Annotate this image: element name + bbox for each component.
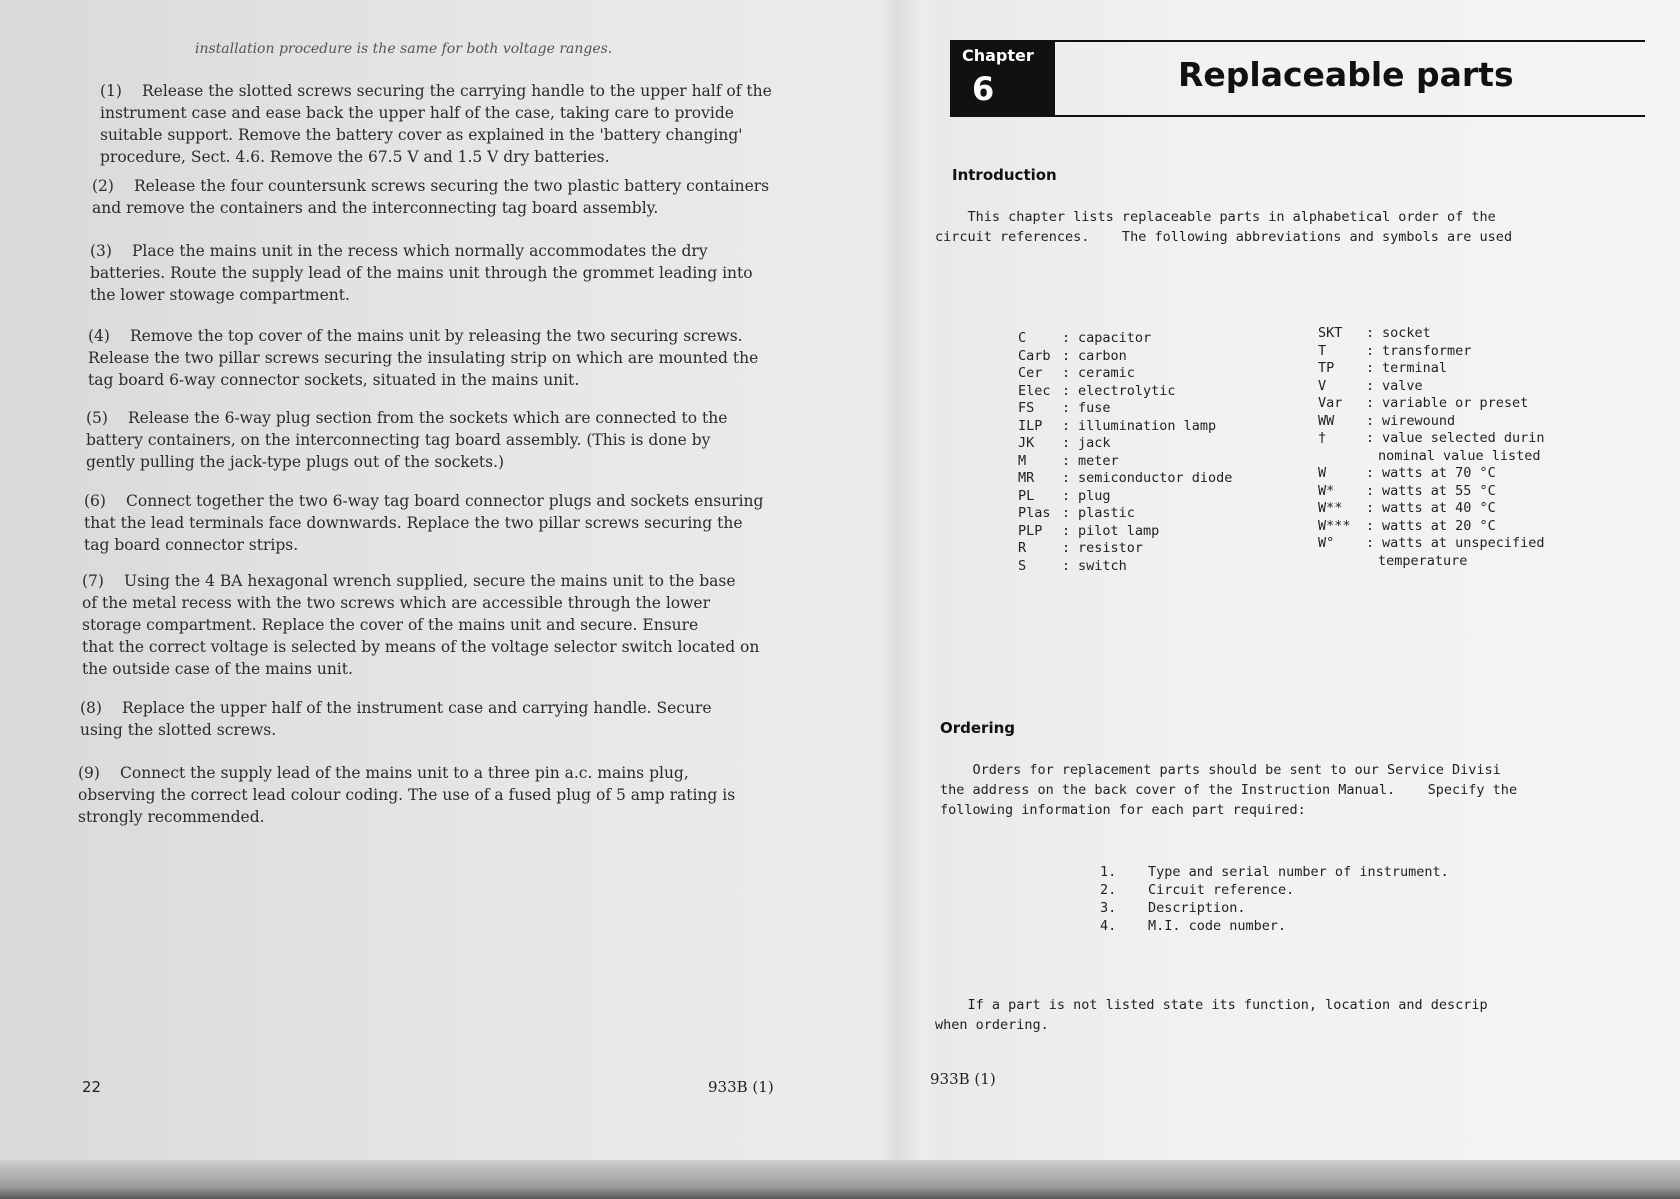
ordering-item-text: Circuit reference.	[1148, 882, 1295, 898]
abbreviations-right	[1318, 325, 1545, 570]
step-line	[86, 429, 727, 451]
abbreviation-code: W	[1318, 465, 1327, 481]
step-line	[84, 490, 763, 512]
ordering-heading: Ordering	[940, 719, 1016, 737]
step-line	[82, 636, 759, 658]
step-text: strongly recommended.	[78, 808, 265, 826]
abbreviation-meaning: watts at 40 °C	[1382, 500, 1496, 516]
abbreviation-code: W**	[1318, 500, 1343, 516]
abbreviation-row	[1318, 395, 1545, 413]
abbreviation-meaning: capacitor	[1078, 330, 1152, 346]
abbreviation-colon: :	[1062, 540, 1071, 556]
step-paragraph	[80, 697, 712, 741]
step-number: (1)	[100, 82, 122, 100]
title-rule-top	[1055, 40, 1645, 42]
abbreviation-row	[1018, 523, 1232, 541]
abbreviation-row	[1318, 535, 1545, 553]
abbreviation-row	[1018, 418, 1232, 436]
abbreviation-row	[1318, 343, 1545, 361]
ordering-item-text: Description.	[1148, 900, 1246, 916]
step-line	[82, 570, 759, 592]
abbreviation-meaning: watts at 55 °C	[1382, 482, 1496, 499]
step-line	[80, 719, 712, 741]
step-text: the outside case of the mains unit.	[82, 660, 353, 678]
abbreviation-code: Carb	[1018, 347, 1051, 364]
abbreviation-row	[1318, 500, 1545, 518]
abbreviation-colon: :	[1062, 452, 1071, 469]
abbreviation-colon: :	[1062, 505, 1071, 521]
abbreviation-colon: :	[1062, 417, 1071, 434]
step-number: (8)	[80, 699, 102, 717]
step-line	[82, 614, 759, 636]
ordering-item-text: M.I. code number.	[1148, 918, 1287, 934]
abbreviation-colon: :	[1062, 330, 1071, 346]
abbreviation-row	[1318, 483, 1545, 501]
page-number: 22	[82, 1078, 102, 1096]
abbreviation-colon: :	[1062, 365, 1071, 381]
abbreviation-continuation: nominal value listed	[1378, 447, 1541, 464]
abbreviation-meaning: wirewound	[1382, 412, 1456, 429]
ordering-item	[1100, 882, 1449, 900]
step-line	[82, 592, 759, 614]
abbreviation-row	[1318, 413, 1545, 431]
step-text: of the metal recess with the two screws which are accessible through the lower	[82, 594, 710, 612]
abbreviations-left	[1018, 330, 1232, 575]
closing-line-1: If a part is not listed state its function, location and descrip	[935, 997, 1488, 1013]
step-text: instrument case and ease back the upper half of the case, taking care to provide	[100, 104, 734, 122]
step-line	[84, 534, 763, 556]
step-paragraph	[92, 175, 769, 219]
chapter-number: 6	[972, 70, 995, 108]
abbreviation-code: SKT	[1318, 325, 1343, 341]
abbreviation-meaning: illumination lamp	[1078, 417, 1217, 434]
step-paragraph	[82, 570, 759, 680]
abbreviation-colon: :	[1062, 522, 1071, 539]
abbreviation-colon: :	[1062, 435, 1071, 451]
abbreviation-meaning: socket	[1382, 325, 1431, 341]
step-line	[90, 284, 753, 306]
intro-line-2: circuit references. The following abbreviations and symbols are used	[935, 229, 1513, 245]
page-title: Replaceable parts	[1178, 55, 1514, 94]
ordering-item-text: Type and serial number of instrument.	[1148, 864, 1449, 880]
step-line	[88, 369, 758, 391]
abbreviation-row	[1018, 453, 1232, 471]
step-line	[78, 784, 735, 806]
step-text: observing the correct lead colour coding. The use of a fused plug of 5 amp rating is	[78, 786, 736, 804]
ordering-item-number: 3.	[1100, 900, 1117, 916]
abbreviation-meaning: carbon	[1078, 347, 1127, 364]
abbreviation-meaning: variable or preset	[1382, 395, 1529, 411]
chapter-box	[950, 40, 1055, 117]
step-text: gently pulling the jack-type plugs out of the sockets.)	[86, 453, 505, 471]
abbreviation-meaning: meter	[1078, 452, 1119, 469]
step-number: (4)	[88, 327, 110, 345]
abbreviation-colon: :	[1366, 465, 1375, 481]
abbreviation-colon: :	[1062, 470, 1071, 486]
step-line	[100, 146, 772, 168]
step-line	[80, 697, 712, 719]
abbreviation-row	[1318, 518, 1545, 536]
abbreviation-colon: :	[1366, 517, 1375, 534]
abbreviation-code: M	[1018, 452, 1027, 469]
abbreviation-colon: :	[1366, 377, 1375, 394]
closing-line-2: when ordering.	[935, 1017, 1049, 1033]
step-line	[86, 451, 727, 473]
page-bottom-edge	[0, 1160, 1680, 1199]
abbreviation-continuation: temperature	[1378, 552, 1468, 569]
step-text: Remove the top cover of the mains unit by releasing the two securing screws.	[130, 327, 743, 345]
abbreviation-row	[1018, 348, 1232, 366]
abbreviation-row	[1018, 383, 1232, 401]
step-number: (7)	[82, 572, 104, 590]
step-paragraph	[88, 325, 758, 391]
ordering-line-1: Orders for replacement parts should be sent to our Service Divisi	[940, 762, 1501, 778]
step-text: Replace the upper half of the instrument case and carrying handle. Secure	[122, 699, 712, 717]
abbreviation-meaning: electrolytic	[1078, 382, 1176, 399]
abbreviation-code: WW	[1318, 412, 1335, 429]
abbreviation-code: Elec	[1018, 382, 1051, 399]
step-text: tag board connector strips.	[84, 536, 299, 554]
step-line	[92, 175, 769, 197]
abbreviation-colon: :	[1366, 395, 1375, 411]
step-text: Release the two pillar screws securing the insulating strip on which are mounted the	[88, 349, 759, 367]
abbreviation-colon: :	[1062, 400, 1071, 416]
step-line	[100, 124, 772, 146]
abbreviation-row	[1018, 470, 1232, 488]
ordering-item	[1100, 864, 1449, 882]
abbreviation-code: †	[1318, 430, 1327, 446]
step-text: procedure, Sect. 4.6. Remove the 67.5 V and 1.5 V dry batteries.	[100, 148, 610, 166]
abbreviation-colon: :	[1366, 482, 1375, 499]
step-text: Connect the supply lead of the mains unit to a three pin a.c. mains plug,	[120, 764, 689, 782]
abbreviation-code: MR	[1018, 470, 1035, 486]
abbreviation-code: R	[1018, 540, 1027, 556]
ordering-items-list	[1100, 864, 1449, 936]
abbreviation-row	[1018, 435, 1232, 453]
abbreviation-colon: :	[1366, 412, 1375, 429]
step-line	[88, 347, 758, 369]
ordering-item-number: 1.	[1100, 864, 1117, 880]
step-text: tag board 6-way connector sockets, situated in the mains unit.	[88, 371, 580, 389]
step-text: and remove the containers and the interconnecting tag board assembly.	[92, 199, 659, 217]
abbreviation-colon: :	[1062, 382, 1071, 399]
abbreviation-meaning: valve	[1382, 377, 1423, 394]
abbreviation-code: Cer	[1018, 365, 1043, 381]
abbreviation-meaning: ceramic	[1078, 365, 1135, 381]
step-text: suitable support. Remove the battery cover as explained in the 'battery changing'	[100, 126, 743, 144]
step-text: storage compartment. Replace the cover of the mains unit and secure. Ensure	[82, 616, 699, 634]
abbreviation-code: T	[1318, 342, 1327, 359]
step-text: Release the slotted screws securing the carrying handle to the upper half of the	[142, 82, 772, 100]
abbreviation-meaning: pilot lamp	[1078, 522, 1160, 539]
step-line	[78, 806, 735, 828]
step-line	[82, 658, 759, 680]
abbreviation-row	[1018, 505, 1232, 523]
abbreviation-colon: :	[1366, 325, 1375, 341]
step-line	[78, 762, 735, 784]
step-paragraph	[84, 490, 763, 556]
step-line	[90, 262, 753, 284]
abbreviation-row	[1318, 325, 1545, 343]
abbreviation-row	[1018, 540, 1232, 558]
ordering-item-number: 4.	[1100, 918, 1117, 934]
abbreviation-row	[1018, 558, 1232, 576]
abbreviation-colon: :	[1366, 535, 1375, 551]
step-number: (2)	[92, 177, 114, 195]
step-number: (5)	[86, 409, 108, 427]
abbreviation-code: W*	[1318, 482, 1335, 499]
step-number: (3)	[90, 242, 112, 260]
right-footer-code: 933B (1)	[930, 1070, 996, 1088]
intro-line: installation procedure is the same for both voltage ranges.	[195, 41, 613, 57]
step-line	[84, 512, 763, 534]
step-number: (9)	[78, 764, 100, 782]
abbreviation-colon: :	[1366, 360, 1375, 376]
step-text: batteries. Route the supply lead of the mains unit through the grommet leading into	[90, 264, 753, 282]
abbreviation-row	[1318, 360, 1545, 378]
step-line	[86, 407, 727, 429]
abbreviation-code: W***	[1318, 517, 1351, 534]
abbreviation-colon: :	[1062, 347, 1071, 364]
abbreviation-code: ILP	[1018, 417, 1043, 434]
step-text: the lower stowage compartment.	[90, 286, 350, 304]
step-text: Release the four countersunk screws securing the two plastic battery containers	[134, 177, 770, 195]
abbreviation-meaning: value selected durin	[1382, 430, 1545, 446]
page-gutter	[880, 0, 920, 1160]
step-text: Place the mains unit in the recess which normally accommodates the dry	[132, 242, 708, 260]
ordering-item-number: 2.	[1100, 882, 1117, 898]
abbreviation-code: W°	[1318, 535, 1335, 551]
ordering-text	[940, 760, 1517, 820]
abbreviation-meaning: jack	[1078, 435, 1111, 451]
abbreviation-meaning: watts at unspecified	[1382, 535, 1545, 551]
abbreviation-meaning: plastic	[1078, 505, 1135, 521]
step-text: Release the 6-way plug section from the sockets which are connected to the	[128, 409, 728, 427]
abbreviation-meaning: resistor	[1078, 540, 1144, 556]
intro-line-1: This chapter lists replaceable parts in alphabetical order of the	[935, 209, 1496, 225]
step-paragraph	[100, 80, 772, 168]
step-line	[100, 80, 772, 102]
step-line	[92, 197, 769, 219]
title-rule-bottom	[1055, 115, 1645, 117]
abbreviation-colon: :	[1062, 487, 1071, 504]
abbreviation-meaning: switch	[1078, 557, 1127, 574]
abbreviation-row	[1018, 365, 1232, 383]
abbreviation-meaning: plug	[1078, 487, 1111, 504]
step-paragraph	[78, 762, 735, 828]
abbreviation-meaning: watts at 70 °C	[1382, 465, 1496, 481]
abbreviation-code: FS	[1018, 400, 1035, 416]
step-number: (6)	[84, 492, 106, 510]
introduction-heading: Introduction	[952, 166, 1057, 184]
step-text: that the correct voltage is selected by means of the voltage selector switch located on	[82, 638, 760, 656]
abbreviation-code: S	[1018, 557, 1027, 574]
introduction-text	[935, 207, 1512, 247]
step-line	[90, 240, 753, 262]
abbreviation-colon: :	[1366, 500, 1375, 516]
step-text: battery containers, on the interconnecting tag board assembly. (This is done by	[86, 431, 711, 449]
abbreviation-code: PL	[1018, 487, 1035, 504]
abbreviation-meaning: terminal	[1382, 360, 1448, 376]
abbreviation-code: JK	[1018, 435, 1035, 451]
abbreviation-row	[1318, 430, 1545, 448]
step-paragraph	[90, 240, 753, 306]
abbreviation-row	[1018, 400, 1232, 418]
abbreviation-meaning: semiconductor diode	[1078, 470, 1233, 486]
step-text: Connect together the two 6-way tag board connector plugs and sockets ensuring	[126, 492, 764, 510]
abbreviation-meaning: transformer	[1382, 342, 1472, 359]
footer-code: 933B (1)	[708, 1078, 774, 1096]
step-text: Using the 4 BA hexagonal wrench supplied, secure the mains unit to the base	[124, 572, 736, 590]
abbreviation-code: Plas	[1018, 505, 1051, 521]
step-line	[100, 102, 772, 124]
abbreviation-code: V	[1318, 377, 1327, 394]
closing-text	[935, 995, 1488, 1035]
step-text: that the lead terminals face downwards. Replace the two pillar screws securing the	[84, 514, 743, 532]
abbreviation-row	[1318, 465, 1545, 483]
abbreviation-meaning: fuse	[1078, 400, 1111, 416]
abbreviation-meaning: watts at 20 °C	[1382, 517, 1496, 534]
step-text: using the slotted screws.	[80, 721, 277, 739]
abbreviation-code: TP	[1318, 360, 1335, 376]
ordering-line-3: following information for each part required:	[940, 802, 1306, 818]
abbreviation-code: C	[1018, 330, 1027, 346]
abbreviation-row	[1018, 488, 1232, 506]
abbreviation-code: PLP	[1018, 522, 1043, 539]
abbreviation-colon: :	[1366, 342, 1375, 359]
abbreviation-row	[1018, 330, 1232, 348]
ordering-line-2: the address on the back cover of the Instruction Manual. Specify the	[940, 782, 1518, 798]
abbreviation-colon: :	[1366, 430, 1375, 446]
step-line	[88, 325, 758, 347]
step-paragraph	[86, 407, 727, 473]
ordering-item	[1100, 918, 1449, 936]
abbreviation-code: Var	[1318, 395, 1343, 411]
abbreviation-row	[1318, 378, 1545, 396]
chapter-label: Chapter	[962, 46, 1034, 65]
abbreviation-colon: :	[1062, 557, 1071, 574]
ordering-item	[1100, 900, 1449, 918]
